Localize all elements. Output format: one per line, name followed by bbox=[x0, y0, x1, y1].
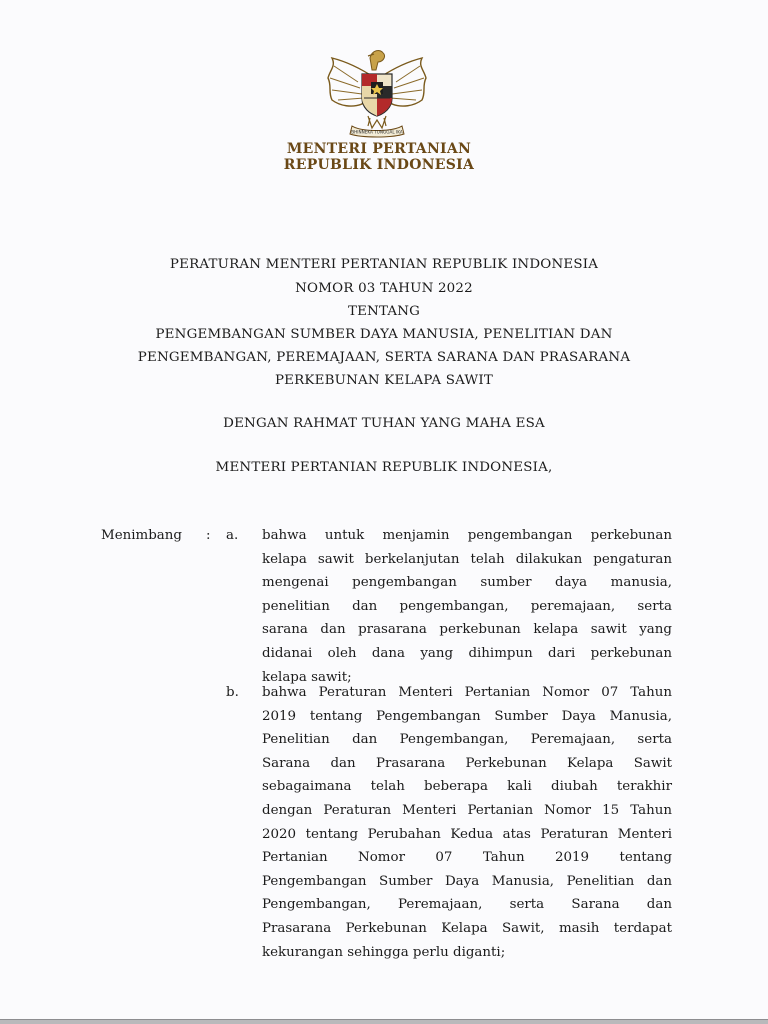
consideration-line: bahwa Peraturan Menteri Pertanian Nomor 07 Tahun bbox=[262, 685, 672, 700]
regulation-subject-line1: PENGEMBANGAN SUMBER DAYA MANUSIA, PENELITIAN DAN bbox=[155, 327, 613, 342]
consideration-line: 2020 tentang Perubahan Kedua atas Peraturan Menteri bbox=[262, 826, 672, 842]
consideration-line: didanai oleh dana yang dihimpun dari perkebunan bbox=[262, 645, 672, 661]
issuer-phrase: MENTERI PERTANIAN REPUBLIK INDONESIA, bbox=[215, 460, 553, 475]
ministry-name-line1: MENTERI PERTANIAN bbox=[286, 141, 472, 157]
consideration-line: kelapa sawit berkelanjutan telah dilakukan pengaturan bbox=[262, 551, 672, 567]
consideration-item-b bbox=[262, 681, 672, 964]
consideration-line: penelitian dan pengembangan, peremajaan, serta bbox=[262, 598, 672, 614]
blessing-phrase: DENGAN RAHMAT TUHAN YANG MAHA ESA bbox=[223, 416, 545, 431]
consideration-line: Pengembangan, Peremajaan, serta Sarana dan bbox=[262, 897, 672, 913]
item-b-marker: b. bbox=[226, 685, 239, 700]
consideration-line: Penelitian dan Pengembangan, Peremajaan, serta bbox=[262, 732, 672, 748]
item-a-marker: a. bbox=[226, 528, 239, 543]
consideration-line: 2019 tentang Pengembangan Sumber Daya Manusia, bbox=[262, 708, 672, 724]
consideration-line: dengan Peraturan Menteri Pertanian Nomor 15 Tahun bbox=[262, 802, 672, 818]
consideration-line: Pengembangan Sumber Daya Manusia, Penelitian dan bbox=[262, 873, 672, 889]
garuda-pancasila-emblem bbox=[318, 40, 436, 140]
consideration-line: bahwa untuk menjamin pengembangan perkebunan bbox=[262, 528, 672, 543]
regulation-subject-line3: PERKEBUNAN KELAPA SAWIT bbox=[274, 373, 494, 388]
regulation-number: NOMOR 03 TAHUN 2022 bbox=[295, 281, 473, 296]
consideration-line: Prasarana Perkebunan Kelapa Sawit, masih terdapat bbox=[262, 920, 672, 936]
menimbang-colon: : bbox=[206, 528, 211, 543]
consideration-line: Sarana dan Prasarana Perkebunan Kelapa Sawit bbox=[262, 755, 672, 771]
consideration-item-a bbox=[262, 524, 672, 689]
regulation-subject-line2: PENGEMBANGAN, PEREMAJAAN, SERTA SARANA DAN PRASARANA bbox=[137, 350, 631, 365]
consideration-line: sarana dan prasarana perkebunan kelapa sawit yang bbox=[262, 622, 672, 638]
consideration-line: mengenai pengembangan sumber daya manusia, bbox=[262, 575, 672, 591]
consideration-line: sebagaimana telah beberapa kali diubah terakhir bbox=[262, 779, 672, 795]
regulation-title-line1: PERATURAN MENTERI PERTANIAN REPUBLIK INDONESIA bbox=[169, 257, 599, 272]
ministry-name-line2: REPUBLIK INDONESIA bbox=[283, 157, 475, 173]
consideration-line: Pertanian Nomor 07 Tahun 2019 tentang bbox=[262, 850, 672, 866]
svg-text:BHINNEKA TUNGGAL IKA: BHINNEKA TUNGGAL IKA bbox=[351, 129, 403, 135]
regulation-about-keyword: TENTANG bbox=[347, 304, 421, 319]
consideration-line: kekurangan sehingga perlu diganti; bbox=[262, 944, 506, 960]
consideration-line: kelapa sawit; bbox=[262, 669, 352, 685]
menimbang-label: Menimbang bbox=[101, 528, 182, 543]
